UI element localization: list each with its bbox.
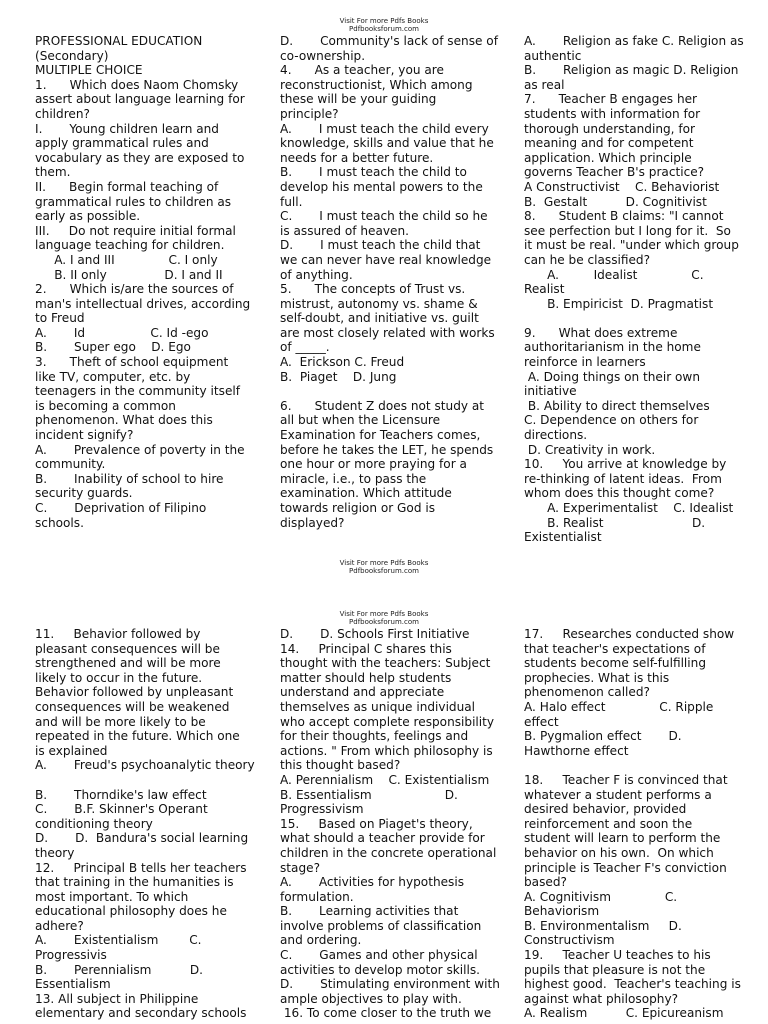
text-line: Behavior followed by unpleasant (35, 685, 234, 700)
text-line: actions. " From which philosophy is (280, 743, 493, 758)
text-line: it must be real. "under which group (524, 238, 739, 253)
text-line: knowledge, skills and value that he (280, 136, 494, 151)
text-line: repeated in the future. Which one (35, 729, 240, 744)
text-line: reinforce in learners (524, 355, 646, 370)
text-line: A. Realism C. Epicureanism (524, 1006, 724, 1021)
text-line: develop his mental powers to the (280, 179, 483, 194)
text-line: A. Id C. Id -ego (35, 325, 209, 340)
text-line: A Constructivist C. Behaviorist (524, 179, 720, 194)
text-line: pleasant consequences will be (35, 641, 220, 656)
text-line: we can never have real knowledge (280, 252, 492, 267)
text-line: Examination for Teachers comes, (280, 428, 481, 443)
text-line: 11. Behavior followed by (35, 627, 201, 641)
text-line: 6. Student Z does not study at (280, 398, 485, 413)
text-line: C. Dependence on others for (524, 413, 699, 428)
text-line: B. Gestalt D. Cognitivist (524, 194, 707, 209)
text-line: A. Religion as fake C. Religion as (524, 34, 744, 48)
text-line: 1. Which does Naom Chomsky (35, 77, 239, 92)
text-line: B. Super ego D. Ego (35, 340, 191, 355)
text-line: full. (280, 194, 303, 209)
text-line: self-doubt, and initiative vs. guilt (280, 311, 479, 326)
text-line: teenagers in the community itself (35, 384, 240, 399)
page-header-second (0, 610, 768, 626)
text-line: incident signify? (35, 428, 134, 443)
text-line: pupils that pleasure is not the (524, 962, 706, 977)
text-line: Existentialist (524, 530, 602, 545)
text-line: B. Piaget D. Jung (280, 369, 397, 384)
text-line: 9. What does extreme (524, 325, 678, 340)
text-line: prophecies. What is this (524, 670, 670, 685)
text-line: A. Idealist C. (524, 267, 704, 282)
text-line: student will learn to perform the (524, 831, 721, 846)
text-line: A. Activities for hypothesis (280, 875, 465, 890)
text-line: D. Creativity in work. (524, 442, 656, 457)
text-line (280, 384, 515, 399)
text-line: thorough understanding, for (524, 121, 695, 136)
text-line: reconstructionist, Which among (280, 77, 473, 92)
text-line: A. Doing things on their own (524, 369, 700, 384)
text-line: authoritarianism in the home (524, 340, 701, 355)
text-line: 18. Teacher F is convinced that (524, 772, 728, 787)
text-line (524, 311, 759, 326)
text-line: is explained (35, 743, 108, 758)
text-line: 19. Teacher U teaches to his (524, 948, 711, 963)
text-line: authentic (524, 48, 582, 63)
text-line: 4. As a teacher, you are (280, 63, 444, 78)
text-line: adhere? (35, 918, 84, 933)
text-line: whom does this thought come? (524, 486, 715, 501)
text-line: students become self-fulfilling (524, 656, 706, 671)
text-line: D. D. Bandura's social learning (35, 831, 249, 846)
page2-column-1 (35, 627, 270, 1021)
text-line: mistrust, autonomy vs. shame & (280, 296, 478, 311)
text-line: application. Which principle (524, 150, 692, 165)
text-line: reinforcement and soon the (524, 816, 693, 831)
text-line: A. Perennialism C. Existentialism (280, 772, 490, 787)
text-line: as real (524, 77, 565, 92)
text-line: B. Perennialism D. (35, 962, 204, 977)
text-line: matter should help students (280, 670, 452, 685)
text-line: II. Begin formal teaching of (35, 179, 219, 194)
text-line: and ordering. (280, 933, 362, 948)
text-line: Constructivism (524, 933, 615, 948)
text-line: A. I and III C. I only (35, 252, 218, 267)
text-line: B. Realist D. (524, 515, 706, 530)
header-line: Pdfbooksforum.com (349, 618, 419, 626)
page2-column-2 (280, 627, 515, 1021)
text-line: of anything. (280, 267, 353, 282)
header-line: Visit For more Pdfs Books (339, 17, 429, 25)
text-line: A. Freud's psychoanalytic theory (35, 758, 255, 773)
text-line: directions. (524, 428, 588, 443)
text-line: needs for a better future. (280, 150, 434, 165)
text-line: for their thoughts, feelings and (280, 729, 469, 744)
text-line: students with information for (524, 106, 701, 121)
text-line: B. Thorndike's law effect (35, 787, 207, 802)
text-line: MULTIPLE CHOICE (35, 63, 143, 78)
text-line: 5. The concepts of Trust vs. (280, 282, 466, 297)
text-line: initiative (524, 384, 577, 399)
text-line: A. Existentialism C. (35, 933, 202, 948)
text-line: can he be classified? (524, 252, 651, 267)
text-line: Hawthorne effect (524, 743, 629, 758)
page-header-top (0, 17, 768, 33)
text-line: phenomenon called? (524, 685, 650, 700)
page1-column-2 (280, 34, 515, 530)
text-line: them. (35, 165, 71, 180)
text-line: co-ownership. (280, 48, 366, 63)
text-line: B. II only D. I and II (35, 267, 223, 282)
text-line: to Freud (35, 311, 85, 326)
text-line: these will be your guiding (280, 92, 437, 107)
text-line: what should a teacher provide for (280, 831, 485, 846)
text-line: principle? (280, 106, 339, 121)
text-line: B. Learning activities that (280, 904, 459, 919)
page-footer (0, 559, 768, 575)
text-line: this thought based? (280, 758, 401, 773)
text-line: re-thinking of latent ideas. From (524, 471, 722, 486)
text-line: see perfection but I long for it. So (524, 223, 731, 238)
text-line: man's intellectual drives, according (35, 296, 251, 311)
text-line: C. I must teach the child so he (280, 209, 488, 224)
footer-line: Visit For more Pdfs Books (339, 559, 429, 567)
footer-line: Pdfbooksforum.com (349, 567, 419, 575)
text-line: B. Religion as magic D. Religion (524, 63, 739, 78)
text-line: B. Ability to direct themselves (524, 398, 710, 413)
text-line: strengthened and will be more (35, 656, 221, 671)
text-line: apply grammatical rules and (35, 136, 209, 151)
text-line: displayed? (280, 515, 345, 530)
text-line: D. D. Schools First Initiative (280, 627, 470, 641)
page1-column-1 (35, 34, 270, 530)
text-line: towards religion or God is (280, 501, 436, 515)
text-line: PROFESSIONAL EDUCATION (35, 34, 203, 48)
text-line: security guards. (35, 486, 133, 501)
text-line: A. Prevalence of poverty in the (35, 442, 245, 457)
text-line: are most closely related with works (280, 325, 495, 340)
text-line: themselves as unique individual (280, 699, 476, 714)
text-line: stage? (280, 860, 320, 875)
page1-column-3 (524, 34, 759, 545)
text-line: educational philosophy does he (35, 904, 227, 919)
text-line: highest good. Teacher's teaching is (524, 977, 741, 992)
text-line: A. I must teach the child every (280, 121, 489, 136)
text-line: B. Pygmalion effect D. (524, 729, 682, 744)
text-line: language teaching for children. (35, 238, 225, 253)
text-line (35, 773, 270, 788)
text-line: examination. Which attitude (280, 486, 452, 501)
text-line: children? (35, 106, 90, 121)
text-line: thought with the teachers: Subject (280, 656, 491, 671)
text-line: like TV, computer, etc. by (35, 369, 191, 384)
text-line: 13. All subject in Philippine (35, 991, 199, 1006)
text-line: 3. Theft of school equipment (35, 355, 229, 370)
text-line: early as possible. (35, 209, 141, 224)
text-line: B. Environmentalism D. (524, 918, 682, 933)
text-line (524, 758, 759, 773)
text-line: most important. To which (35, 889, 189, 904)
text-line: 12. Principal B tells her teachers (35, 860, 247, 875)
text-line: 2. Which is/are the sources of (35, 282, 234, 297)
text-line: III. Do not require initial formal (35, 223, 236, 238)
text-line: whatever a student performs a (524, 787, 712, 802)
text-line: understand and appreciate (280, 685, 445, 700)
text-line: governs Teacher B's practice? (524, 165, 705, 180)
text-line: miracle, i.e., to pass the (280, 471, 427, 486)
text-line: involve problems of classification (280, 918, 482, 933)
text-line: A. Erickson C. Freud (280, 355, 405, 370)
text-line: D. Stimulating environment with (280, 977, 500, 992)
text-line: D. I must teach the child that (280, 238, 481, 253)
text-line: who accept complete responsibility (280, 714, 495, 729)
text-line: principle is Teacher F's conviction (524, 860, 727, 875)
text-line: grammatical rules to children as (35, 194, 232, 209)
text-line: 8. Student B claims: "I cannot (524, 209, 724, 224)
text-line: (Secondary) (35, 48, 109, 63)
text-line: elementary and secondary schools (35, 1006, 247, 1021)
text-line: 15. Based on Piaget's theory, (280, 816, 473, 831)
text-line: B. Empiricist D. Pragmatist (524, 296, 714, 311)
text-line: ample objectives to play with. (280, 991, 462, 1006)
text-line: theory (35, 845, 75, 860)
text-line: formulation. (280, 889, 354, 904)
text-line: 14. Principal C shares this (280, 641, 452, 656)
text-line: is assured of heaven. (280, 223, 409, 238)
text-line: D. Community's lack of sense of (280, 34, 498, 48)
text-line: children in the concrete operational (280, 845, 497, 860)
text-line: based? (524, 875, 567, 890)
text-line: C. B.F. Skinner's Operant (35, 802, 208, 817)
text-line: assert about language learning for (35, 92, 245, 107)
text-line: one hour or more praying for a (280, 457, 467, 472)
text-line: that teacher's expectations of (524, 641, 706, 656)
text-line: behavior on his own. On which (524, 845, 714, 860)
text-line: consequences will be weakened (35, 699, 230, 714)
text-line: and will be more likely to be (35, 714, 206, 729)
text-line: Progressivism (280, 802, 364, 817)
header-line: Visit For more Pdfs Books (339, 610, 429, 618)
header-line: Pdfbooksforum.com (349, 25, 419, 33)
text-line: vocabulary as they are exposed to (35, 150, 245, 165)
text-line: 7. Teacher B engages her (524, 92, 698, 107)
text-line: A. Cognitivism C. (524, 889, 678, 904)
text-line: I. Young children learn and (35, 121, 219, 136)
text-line: A. Halo effect C. Ripple (524, 699, 714, 714)
text-line: 17. Researches conducted show (524, 627, 735, 641)
text-line: B. Inability of school to hire (35, 471, 224, 486)
text-line: A. Experimentalist C. Idealist (524, 501, 734, 515)
text-line: conditioning theory (35, 816, 153, 831)
text-line: before he takes the LET, he spends (280, 442, 494, 457)
text-line: 16. To come closer to the truth we (280, 1006, 492, 1021)
text-line: phenomenon. What does this (35, 413, 213, 428)
text-line: 10. You arrive at knowledge by (524, 457, 727, 472)
text-line: Realist (524, 282, 565, 297)
text-line: activities to develop motor skills. (280, 962, 481, 977)
text-line: schools. (35, 515, 84, 530)
text-line: Essentialism (35, 977, 111, 992)
text-line: C. Deprivation of Filipino (35, 501, 207, 515)
page2-column-3 (524, 627, 759, 1021)
text-line: effect (524, 714, 559, 729)
text-line: B. Essentialism D. (280, 787, 458, 802)
text-line: of _____. (280, 340, 330, 355)
text-line: meaning and for competent (524, 136, 694, 151)
text-line: B. I must teach the child to (280, 165, 467, 180)
text-line: C. Games and other physical (280, 948, 478, 963)
text-line: community. (35, 457, 106, 472)
text-line: desired behavior, provided (524, 802, 687, 817)
text-line: likely to occur in the future. (35, 670, 203, 685)
text-line: Behaviorism (524, 904, 600, 919)
text-line: all but when the Licensure (280, 413, 441, 428)
text-line: that training in the humanities is (35, 875, 234, 890)
text-line: Progressivis (35, 948, 107, 963)
text-line: is becoming a common (35, 398, 176, 413)
text-line: against what philosophy? (524, 991, 679, 1006)
